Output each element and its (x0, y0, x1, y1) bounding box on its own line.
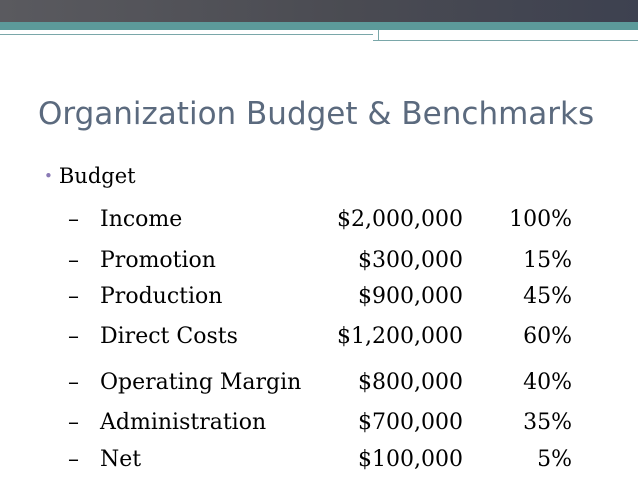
row-percent: 15% (523, 248, 572, 273)
row-percent: 60% (523, 324, 572, 349)
row-dash: – (68, 324, 79, 349)
row-label: Income (100, 207, 183, 232)
row-dash: – (68, 248, 79, 273)
row-percent: 40% (523, 370, 572, 395)
row-dash: – (68, 207, 79, 232)
bullet-marker: • (44, 167, 53, 185)
row-dash: – (68, 447, 79, 472)
budget-row-operating-margin (0, 370, 638, 400)
row-percent: 5% (537, 447, 572, 472)
header-accent-band (0, 22, 638, 30)
row-amount: $100,000 (358, 447, 463, 472)
row-dash: – (68, 370, 79, 395)
row-amount: $900,000 (358, 284, 463, 309)
bullet-budget (44, 164, 136, 188)
row-label: Administration (100, 410, 267, 435)
row-amount: $800,000 (358, 370, 463, 395)
row-label: Production (100, 284, 223, 309)
row-percent: 45% (523, 284, 572, 309)
budget-row-production (0, 284, 638, 314)
row-amount: $300,000 (358, 248, 463, 273)
row-dash: – (68, 284, 79, 309)
row-label: Direct Costs (100, 324, 238, 349)
row-dash: – (68, 410, 79, 435)
row-amount: $700,000 (358, 410, 463, 435)
row-label: Promotion (100, 248, 216, 273)
row-amount: $1,200,000 (337, 324, 463, 349)
budget-row-income (0, 207, 638, 237)
header-divider-left (0, 34, 373, 35)
row-label: Operating Margin (100, 370, 302, 395)
budget-row-promotion (0, 248, 638, 278)
budget-row-direct-costs (0, 324, 638, 354)
slide-title: Organization Budget & Benchmarks (38, 96, 595, 132)
row-label: Net (100, 447, 142, 472)
row-percent: 35% (523, 410, 572, 435)
row-percent: 100% (509, 207, 572, 232)
header-bar (0, 0, 638, 22)
bullet-label: Budget (58, 164, 136, 188)
budget-row-administration (0, 410, 638, 440)
budget-row-net (0, 447, 638, 477)
header-divider-right (379, 40, 638, 41)
row-amount: $2,000,000 (337, 207, 463, 232)
